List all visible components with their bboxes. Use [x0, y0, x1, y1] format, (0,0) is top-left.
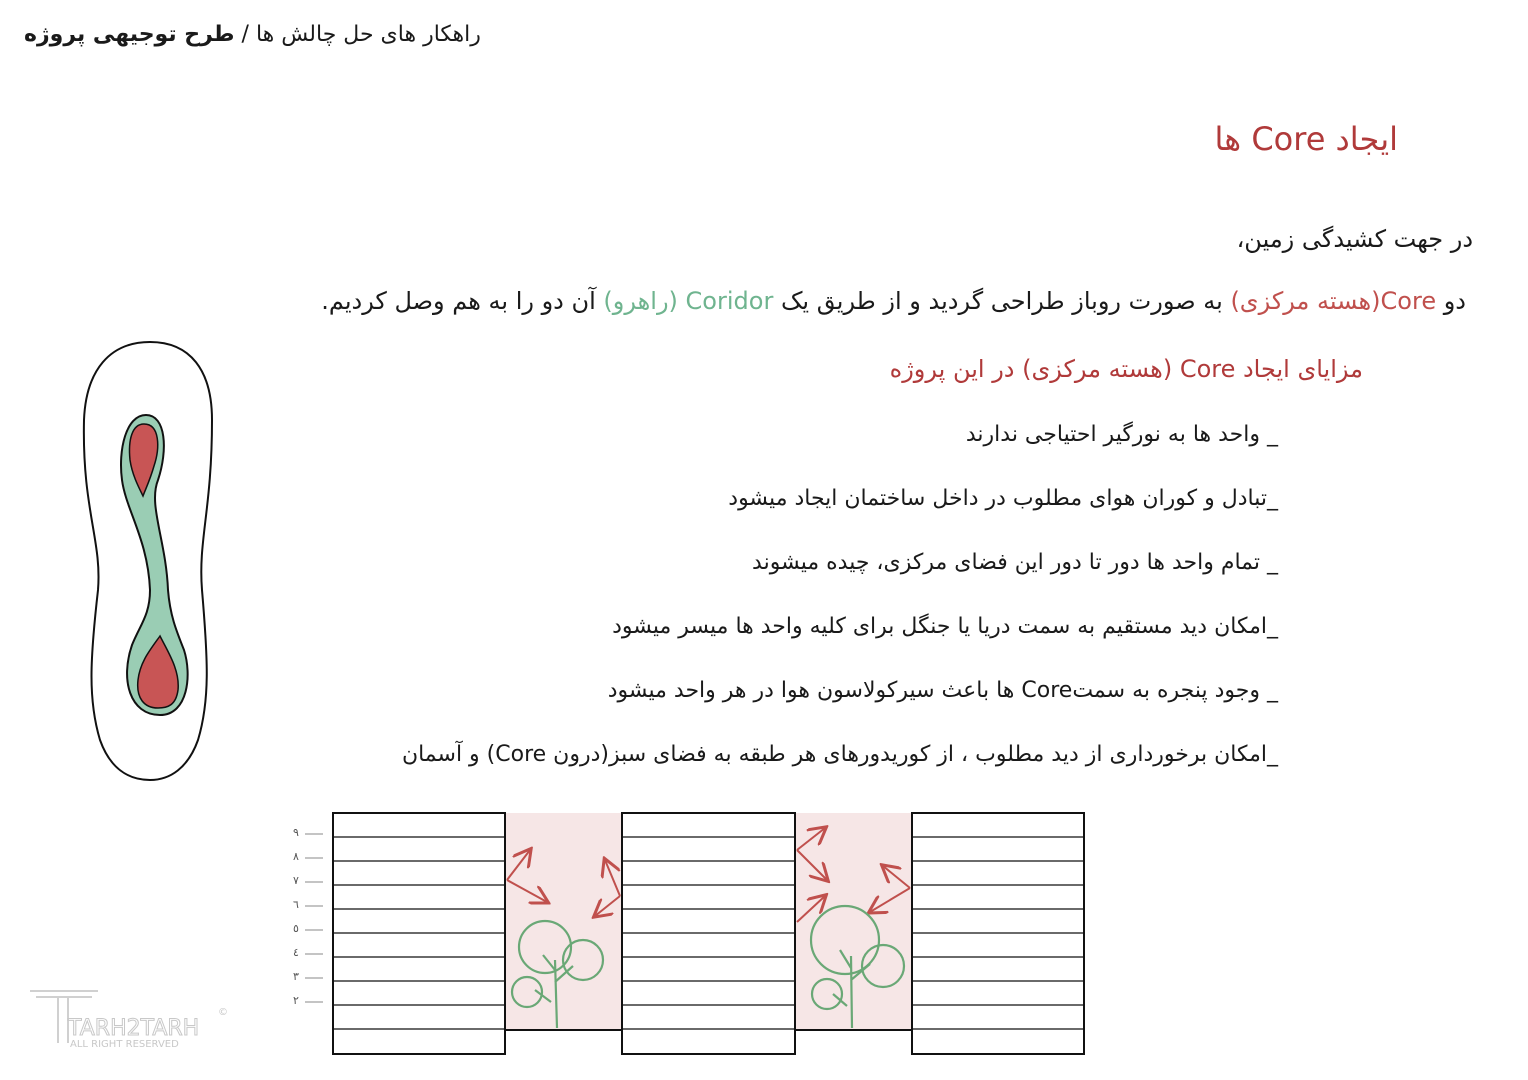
floor-label: ٤ [293, 946, 299, 959]
core-term: Core [1380, 287, 1437, 315]
logo-tagline: ALL RIGHT RESERVED [70, 1039, 179, 1050]
advantage-item: _ تمام واحد ها دور تا دور این فضای مرکزی، چیده میشوند [752, 550, 1278, 575]
core-term-fa: (هسته مرکزی) [1230, 287, 1381, 315]
floor-label: ٢ [293, 994, 299, 1007]
advantages-title: مزایای ایجاد Core (هسته مرکزی) در این پروژه [889, 355, 1363, 383]
breadcrumb [24, 22, 481, 47]
building-section-diagram [285, 810, 1090, 1060]
advantage-item: _ وجود پنجره به سمتCore ها باعث سیرکولاسون هوا در هر واحد میشود [607, 678, 1278, 703]
floor-label: ٣ [293, 970, 299, 983]
floor-label: ٥ [293, 922, 299, 935]
advantage-item: _ واحد ها به نورگیر احتیاجی ندارند [965, 422, 1278, 447]
breadcrumb-project: طرح توجیهی پروژه [24, 22, 235, 47]
intro-text-1: دو [1443, 287, 1466, 315]
intro-text-3: آن دو را به هم وصل کردیم. [321, 287, 596, 315]
floor-label: ٩ [293, 826, 299, 839]
floor-label: ٨ [293, 850, 299, 863]
intro-line-1: در جهت کشیدگی زمین، [1236, 225, 1473, 253]
advantage-item: _امکان دید مستقیم به سمت دریا یا جنگل برای کلیه واحد ها میسر میشود [612, 614, 1278, 639]
core-space-1 [505, 813, 622, 1030]
advantage-item: _تبادل و کوران هوای مطلوب در داخل ساختمان ایجاد میشود [728, 486, 1278, 511]
tarh2tarh-logo [28, 985, 238, 1055]
advantage-item: _امکان برخورداری از دید مطلوب ، از کوریدورهای هر طبقه به فضای سبز(درون Core) و آسمان [401, 742, 1278, 767]
logo-name: TARH2TARH [68, 1016, 200, 1041]
page-title: ایجاد Core ها [1214, 120, 1398, 158]
floor-label: ٦ [293, 898, 299, 911]
intro-text-2: به صورت روباز طراحی گردید و از طریق یک [780, 287, 1223, 315]
corridor-term: Coridor [685, 287, 774, 315]
floor-label: ٧ [293, 874, 299, 887]
intro-line-2 [321, 287, 1466, 315]
breadcrumb-separator: / [241, 22, 249, 47]
site-plan-diagram [80, 340, 220, 785]
breadcrumb-section: راهکار های حل چالش ها [255, 22, 481, 47]
corridor-term-fa: (راهرو) [603, 287, 678, 315]
copyright-mark: © [218, 1007, 228, 1018]
